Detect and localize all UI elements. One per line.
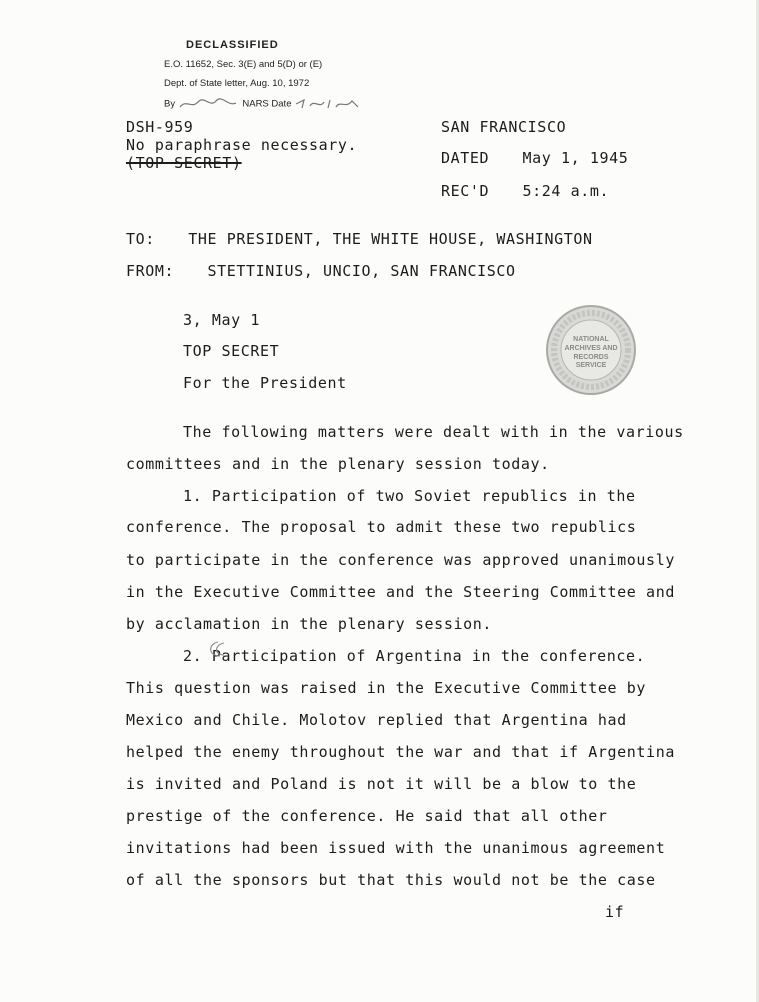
to-line [126, 232, 593, 247]
dated-line [441, 151, 628, 166]
location: SAN FRANCISCO [441, 118, 567, 136]
dated-label: DATED [441, 149, 490, 167]
received-value: 5:24 a.m. [522, 182, 610, 200]
body-line: prestige of the conference. He said that all other [126, 807, 608, 825]
handwritten-mark [204, 640, 226, 660]
to-label: TO: [126, 230, 155, 248]
body-line: Mexico and Chile. Molotov replied that Argentina had [126, 711, 627, 729]
stamp-eo-line: E.O. 11652, Sec. 3(E) and 5(D) or (E) [164, 59, 323, 70]
body-line: invitations had been issued with the unanimous agreement [126, 839, 666, 857]
handwritten-date [294, 98, 364, 110]
body-line: is invited and Poland is not it will be a blow to the [126, 775, 637, 793]
body-line: The following matters were dealt with in the various [183, 423, 684, 441]
body-line: to participate in the conference was approved unanimously [126, 551, 675, 569]
seal-line-1: NATIONAL [573, 336, 609, 343]
seal-line-4: SERVICE [575, 362, 607, 369]
catchword: if [605, 903, 625, 921]
body-line: in the Executive Committee and the Steering Committee and [126, 583, 675, 601]
body-line: committees and in the plenary session today. [126, 455, 550, 473]
stamp-nars-label: NARS Date [242, 98, 292, 110]
body-line: of all the sponsors but that this would not be the case [126, 871, 656, 889]
from-line [126, 264, 516, 279]
archives-seal-icon [545, 304, 637, 396]
message-recipient: For the President [183, 374, 347, 392]
paraphrase-note: No paraphrase necessary. [126, 136, 358, 154]
classification-text: (TOP SECRET) [126, 154, 242, 172]
stamp-by-prefix: By [164, 98, 176, 110]
body-line: 1. Participation of two Soviet republics in the [183, 487, 636, 505]
seal-line-2: ARCHIVES AND [564, 345, 618, 352]
body-line: This question was raised in the Executive Committee by [126, 679, 647, 697]
received-line [441, 184, 609, 199]
body-line: helped the enemy throughout the war and that if Argentina [126, 743, 675, 761]
body-line: 2. Participation of Argentina in the conference. [183, 647, 646, 665]
body-line: by acclamation in the plenary session. [126, 615, 492, 633]
message-classification: TOP SECRET [183, 342, 280, 360]
received-label: REC'D [441, 182, 490, 200]
from-label: FROM: [126, 262, 175, 280]
handwritten-signature [178, 98, 240, 110]
stamp-dept-line: Dept. of State letter, Aug. 10, 1972 [164, 78, 310, 89]
message-number-date: 3, May 1 [183, 311, 261, 329]
stamp-title: DECLASSIFIED [186, 39, 279, 51]
seal-line-3: RECORDS [573, 354, 609, 361]
from-value: STETTINIUS, UNCIO, SAN FRANCISCO [207, 262, 516, 280]
dated-value: May 1, 1945 [522, 149, 629, 167]
stamp-by-line [164, 98, 364, 110]
doc-number: DSH-959 [126, 118, 194, 136]
to-value: THE PRESIDENT, THE WHITE HOUSE, WASHINGTON [188, 230, 593, 248]
body-line: conference. The proposal to admit these two republics [126, 518, 637, 536]
classification-struck [126, 156, 242, 171]
